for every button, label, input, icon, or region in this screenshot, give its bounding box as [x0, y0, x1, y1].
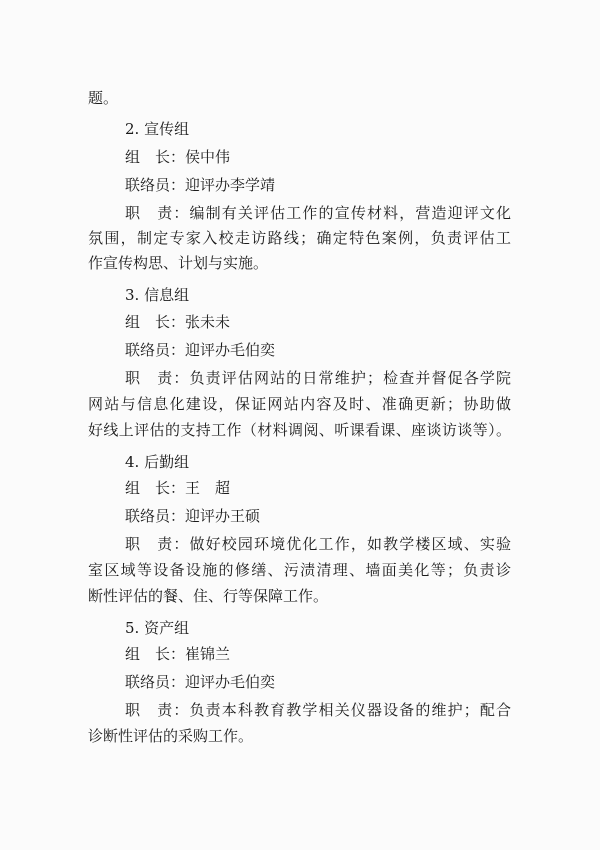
duty-line: 室区域等设备设施的修缮、污渍清理、墙面美化等；负责诊: [88, 561, 511, 579]
contact-line: 联络员：迎评办毛伯奕: [125, 341, 276, 359]
duty-line: 职 责：负责评估网站的日常维护；检查并督促各学院: [125, 369, 511, 387]
contact-line: 联络员：迎评办李学靖: [125, 176, 276, 194]
section-heading-information: 3. 信息组: [125, 286, 190, 304]
duty-line: 职 责：做好校园环境优化工作，如教学楼区域、实验: [125, 535, 511, 553]
section-heading-assets: 5. 资产组: [125, 619, 190, 637]
section-heading-publicity: 2. 宣传组: [125, 120, 190, 138]
leader-line: 组 长：崔锦兰: [125, 645, 231, 663]
duty-line: 职 责：编制有关评估工作的宣传材料，营造迎评文化: [125, 204, 511, 222]
contact-line: 联络员：迎评办毛伯奕: [125, 673, 276, 691]
duty-line: 职 责：负责本科教育教学相关仪器设备的维护；配合: [125, 701, 511, 719]
leader-line: 组 长：王 超: [125, 479, 231, 497]
duty-line: 作宣传构思、计划与实施。: [88, 254, 269, 272]
leader-line: 组 长：侯中伟: [125, 148, 231, 166]
text-line: 题。: [88, 89, 119, 107]
duty-line: 断性评估的餐、住、行等保障工作。: [88, 587, 329, 605]
leader-line: 组 长：张未未: [125, 313, 231, 331]
section-heading-logistics: 4. 后勤组: [125, 453, 190, 471]
duty-line: 网站与信息化建设，保证网站内容及时、准确更新；协助做: [88, 395, 511, 413]
contact-line: 联络员：迎评办王硕: [125, 507, 261, 525]
duty-line: 诊断性评估的采购工作。: [88, 727, 254, 745]
duty-line: 氛围，制定专家入校走访路线；确定特色案例，负责评估工: [88, 229, 511, 247]
duty-line: 好线上评估的支持工作（材料调阅、听课看课、座谈访谈等）。: [88, 421, 511, 439]
